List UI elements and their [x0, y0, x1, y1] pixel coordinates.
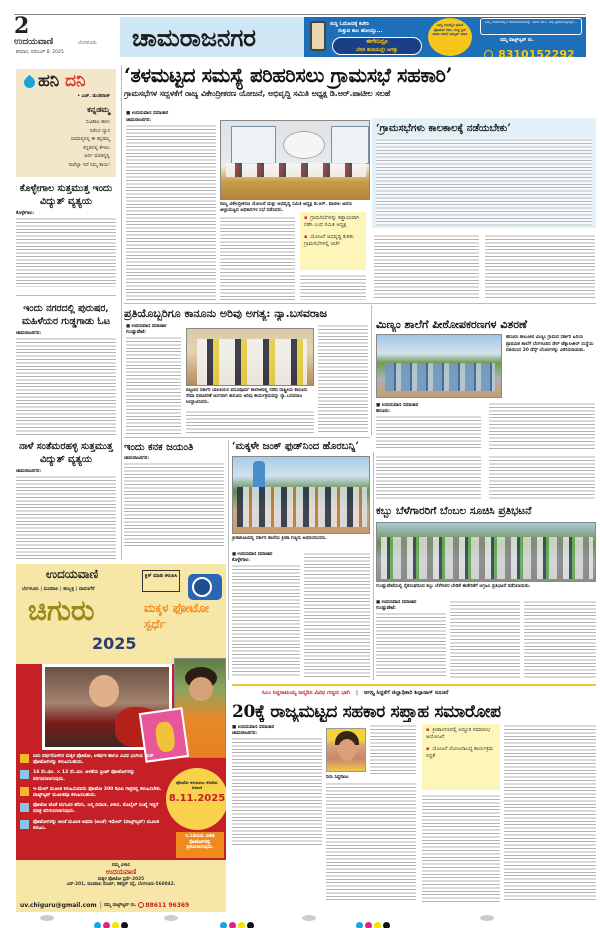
screen — [231, 126, 276, 164]
article-body — [126, 124, 216, 300]
lead-photo-caption: ರಾಜ್ಯ ವಿಕೇಂದ್ರೀಕರಣ ಯೋಜನೆ ಮತ್ತು ಅಭಿವೃದ್ಧಿ ಸಮಿತಿ ಅಧ್ಯಕ್ಷ ಡಿ.ಆರ್. ಪಾಟೀಲ ಅವರು ಜಿಲ್ಲಾಮಟ್ಟದ ಅಧಿಕಾರಿಗಳ ಸಭೆ ನಡೆಸಿದರು. — [220, 202, 353, 213]
article-dateline: ಗುಂಡ್ಲುಪೇಟೆ: — [126, 330, 146, 335]
contest-phone: 88611 96369 — [145, 901, 190, 909]
protest-photo-caption: ಗುಂಡ್ಲುಪೇಟೆಯಲ್ಲಿ ರೈತಸಂಘದಿಂದ ಕಬ್ಬು ಬೆಳೆಗಾರರ ಬೇಡಿಕೆ ಈಡೇರಿಕೆಗೆ ಆಗ್ರಹಿಸಿ ಪ್ರತಿಭಟನೆ ನಡೆಸಲಾಯಿತು. — [376, 584, 531, 589]
whatsapp-icon — [484, 50, 493, 57]
registration-oval — [302, 915, 316, 921]
screen — [331, 126, 369, 164]
portrait-photo — [326, 728, 366, 772]
article-byline: ■ ಉದಯವಾಣಿ ಸಮಾಚಾರ — [232, 725, 275, 730]
junk-photo-caption: ಕ್ರೀಡಾಕೂಟದಲ್ಲಿ ಸರ್ಕಾರಿ ಶಾಲೆಯ ಕ್ರೀಡಾ ಗಣ್ಯರು ಅಭಿನಂದಿಸಿದರು. — [232, 536, 327, 541]
color-dots — [220, 914, 256, 928]
article-body — [232, 564, 300, 676]
desks-row — [385, 363, 495, 391]
masthead — [14, 14, 586, 56]
article-body — [126, 336, 181, 434]
portrait-face — [338, 739, 356, 761]
contest-brand: ಉದಯವಾಣಿ — [46, 567, 99, 581]
article-headline: ಇಂದು ಕನಕ ಜಯಂತಿ — [124, 442, 194, 453]
divider — [124, 437, 370, 438]
column-rule — [373, 452, 374, 680]
ad-phone-row — [484, 44, 575, 57]
article-body — [232, 737, 322, 847]
protest-headline: ಕಬ್ಬು ಬೆಳೆಗಾರರಿಗೆ ಬೆಂಬಲ ಸೂಚಿಸಿ ಪ್ರತಿಭಟನೆ — [376, 505, 532, 517]
article-body — [300, 274, 366, 300]
article-byline: ■ ಉದಯವಾಣಿ ಸಮಾಚಾರ — [126, 111, 169, 116]
address-line: ಎನ್-201, ಮಣಿಪಾಲ ಸೆಂಟರ್, ಡಿಕನ್ಸನ್ ರಸ್ತೆ, ಬೆಂಗಳೂರು-560042. — [66, 882, 176, 887]
law-headline: ಪ್ರತಿಯೊಬ್ಬರಿಗೂ ಕಾನೂನು ಅರಿವು ಅಗತ್ಯ: ನ್ಯಾ.ಬಸವರಾಜ — [124, 307, 328, 320]
rule-item: ಐದು ವರ್ಷದೊಳಗಿನ ಮಕ್ಕಳ ಫೋಟೋ, ಆಕರ್ಷಕ ಹಾಗೂ ವಿವಿಧ ಭಂಗಿಯ ಕಲರ್ ಫೋಟೋಗಳನ್ನು ಕಳುಹಿಸಬಹುದು. — [20, 754, 168, 766]
poem-line: ಕನ್ನಡದಲ್ಲಿ ಕೇಳಲು — [83, 145, 110, 151]
people-row — [237, 487, 367, 527]
phone-in-hand-icon — [310, 21, 326, 51]
registration-oval — [480, 915, 494, 921]
article-headline: ಕೊಳ್ಳೇಗಾಲ ಸುತ್ತಮುತ್ತ ಇಂದು ವಿದ್ಯುತ್ ವ್ಯತ್ಯಯ — [19, 183, 113, 207]
ad-pill — [332, 37, 422, 55]
poem-line: ಸುವಿಶಾಲ ಹಾಳು — [85, 120, 110, 125]
contest-contact-row — [16, 898, 226, 912]
result-note-box — [176, 832, 224, 858]
ad-right-text: ನಿಮ್ಮ ಊರುಗಳಲ್ಲಿನ ಆಗುಹೋಗುಗಳನ್ನು ನಮಗೆ ತಿಳಿಸಿ. ಅವು ಪ್ರಕಟಗೊಳ್ಳುತ್ತವೆ... — [484, 20, 578, 24]
column-rule — [371, 305, 372, 435]
teaser-right[interactable]: ಆಗಸ್ತ್ಯ ಸಿದ್ದತೆಗೆ ಜಿಲ್ಲಾಧಿಕಾರಿ ಶಿಲ್ಪಾನಾಗ್ ಸೂಚನೆ — [363, 689, 449, 696]
paper-name: ಉದಯವಾಣಿ — [14, 37, 54, 47]
rule-icon — [20, 820, 29, 829]
law-column-1 — [126, 324, 181, 434]
cooperative-headline: 20ಕ್ಕೆ ರಾಜ್ಯಮಟ್ಟದ ಸಹಕಾರ ಸಪ್ತಾಹ ಸಮಾರೋಪ — [232, 702, 501, 722]
article-dateline: ಹನೂರು: — [376, 409, 391, 414]
junk-photo — [232, 456, 370, 534]
click-send-box — [142, 570, 180, 592]
article-body — [326, 782, 416, 902]
section-title-banner — [120, 17, 316, 57]
edition-city: ಬೆಂಗಳೂರು — [78, 40, 97, 46]
sidebar-headline: ‘ಗ್ರಾಮಸಭೆಗಳು ಕಾಲಕಾಲಕ್ಕೆ ನಡೆಯಬೇಕು’ — [376, 123, 511, 134]
rule-item: ಫೋಟೋಗಳನ್ನು ಅಂಚೆ ಮೂಲಕ ಅಥವಾ (ಅಂಚೆ) ಇಮೇಲ್ (ವಾಟ್ಸ್ಆ್ಯಪ್) ಮೂಲಕ ಕಳುಹಿಸಿ. — [20, 820, 168, 832]
address-brand: ಉದಯವಾಣಿ — [105, 868, 137, 876]
school-headline: ಮಿಣ್ಯಂ ಶಾಲೆಗೆ ಪೀಠೋಪಕರಣಗಳ ವಿತರಣೆ — [376, 318, 528, 331]
ad-circle — [428, 18, 472, 56]
lead-column-1 — [126, 110, 216, 300]
article-body — [186, 410, 314, 434]
rule-item: ಫೋಟೋ ಜೊತೆ ಮಗುವಿನ ಹೆಸರು, ಜನ್ಮ ದಿನಾಂಕ, ವಿಳಾಸ, ಮೊಬೈಲ್ ಸಂಖ್ಯೆ ಇದ್ದರೆ ಮಾತ್ರ ಪರಿಗಣಿಸಲಾಗುವುದು. — [20, 803, 168, 815]
print-registration-marks — [40, 914, 600, 924]
honey-logo — [38, 71, 86, 91]
people-row — [197, 339, 307, 386]
address-contest: ಮಕ್ಕಳ ಫೋಟೋ ಸ್ಪರ್ಧೆ-2025 — [97, 877, 145, 882]
article-dateline: ಚಾಮರಾಜನಗರ: — [126, 118, 152, 123]
article-body — [376, 415, 481, 449]
deadline-date: 8.11.2025 — [168, 792, 226, 804]
poem-body — [69, 119, 110, 171]
article-body — [374, 234, 479, 300]
article-body — [504, 724, 596, 902]
article-body — [489, 402, 595, 450]
article-body — [422, 794, 500, 902]
sidebar-body — [376, 138, 592, 226]
article-body — [524, 600, 596, 678]
ad-phone-number: 8310152292 — [498, 48, 575, 57]
result-note: ನ.14ರಂದು ವಿಜೇತ ಫೋಟೋಗಳನ್ನು ಪ್ರಕಟಿಸಲಾಗುವುದು. — [185, 834, 215, 851]
article-dateline: ಕೊಳ್ಳೇಗಾಲ: — [16, 211, 35, 216]
banner — [283, 131, 325, 159]
article-body — [318, 324, 368, 434]
rule-icon — [20, 770, 29, 779]
ad-line-2: ಸುತ್ತುವ ಕಾಲ ಹೋಯ್ತು... — [338, 28, 383, 34]
article-left-1 — [16, 182, 116, 290]
article-dateline: ಕೊಳ್ಳೇಗಾಲ: — [232, 558, 251, 563]
school-side-caption: ಹನೂರು ತಾಲೂಕಿನ ಮಿಣ್ಯಂ ಗ್ರಾಮದ ಸರ್ಕಾರಿ ಹಿರಿಯ ಪ್ರಾಥಮಿಕ ಶಾಲೆಗೆ ಬೆಂಗಳೂರಿನ ಡೆಲ್ ಟೆಕ್ನಾಲಜೀಸ್ ಸಂಸ್ಥೆಯ ವತಿಯಿಂದ 30 ಡೆಸ್ಕ್ ಬೆಂಚುಗಳನ್ನು ವಿತರಿಸಲಾಯಿತು. — [506, 335, 594, 353]
poem-line: ಸಾಮಾನ್ಯರಲ್ಲಿ ಈ ಕನ್ನಡಮ್ಮ — [70, 137, 110, 143]
color-dots — [94, 914, 130, 928]
ad-right-box — [480, 18, 582, 35]
article-byline: ■ ಉದಯವಾಣಿ ಸಮಾಚಾರ — [376, 403, 419, 408]
people-row — [381, 537, 593, 579]
rule-icon — [20, 803, 29, 812]
ad-line-3: ಈಗೇನಿದ್ರೂ — [366, 38, 388, 45]
bullet-item: ▪ ಯೋಜನೆ ಯೋಜನಾಬದ್ಧ ಕಾರ್ಯಕ್ರಮ ಸಿದ್ದತೆ — [426, 746, 494, 759]
lead-subhead: ಗ್ರಾಮಸಭೆಗಳ ಸದ್ಬಳಕೆಗೆ ರಾಜ್ಯ ವಿಕೇಂದ್ರೀಕರಣ ಯೋಜನೆ, ಅಭಿವೃದ್ಧಿ ಸಮಿತಿ ಅಧ್ಯಕ್ಷ ಡಿ.ಆರ್.ಪಾಟೀಲ ಸಲಹೆ — [124, 89, 391, 98]
lead-headline: ‘ತಳಮಟ್ಟದ ಸಮಸ್ಯೆ ಪರಿಹರಿಸಲು ಗ್ರಾಮಸಭೆ ಸಹಕಾರಿ’ — [124, 64, 453, 87]
whatsapp-icon — [138, 902, 144, 908]
contest-editions: ಬೆಂಗಳೂರು | ಮಣಿಪಾಲ | ಹುಬ್ಬಳ್ಳಿ | ದಾವಣಗೆರೆ — [22, 587, 95, 592]
section-title: ಚಾಮರಾಜನಗರ — [132, 23, 257, 52]
article-body — [489, 455, 595, 501]
article-body — [370, 724, 416, 774]
registration-oval — [164, 915, 178, 921]
cooperative-bullet-box — [422, 724, 500, 790]
article-left-2 — [16, 302, 116, 442]
article-body — [16, 475, 116, 561]
poem-line: ನಾವೆಲ್ಲಾ ಇದೆ ನಮ್ಮ ತಾಯಿ! — [68, 162, 110, 168]
divider — [124, 303, 596, 304]
article-body — [16, 217, 116, 287]
article-dateline: ಗುಂಡ್ಲುಪೇಟೆ: — [376, 606, 396, 611]
bullet-item: ▪ ಯೋಜನೆ ಅಭಿವೃದ್ಧಿ ಕುರಿತು ಗ್ರಾಮಸಭೆಗಳಲ್ಲಿ ಚರ್ಚೆ — [304, 234, 354, 247]
teaser-strip — [232, 684, 596, 700]
rule-item: 16 ಸೆಂ.ಮೀ. × 12 ಸೆಂ.ಮೀ. ಅಳತೆಯ ಪ್ರಿಂಟ್ ಫೋಟೋಗಳನ್ನು ಪರಿಗಣಿಸಲಾಗುವುದು. — [20, 770, 168, 782]
deadline-circle — [166, 768, 226, 830]
child-face — [89, 675, 119, 707]
article-left-3 — [16, 440, 116, 565]
contest-email[interactable]: uv.chiguru@gmail.com — [20, 901, 97, 909]
contest-year: 2025 — [92, 634, 137, 653]
camera-icon — [188, 574, 222, 600]
lead-photo-meeting — [220, 120, 370, 200]
article-dateline: ಚಾಮರಾಜನಗರ: — [16, 331, 42, 336]
honey-logo-left: ಹನಿ — [38, 71, 60, 91]
kanaka-article — [124, 441, 224, 549]
water-drop-icon — [22, 75, 38, 91]
article-dateline: ಚಾಮರಾಜನಗರ: — [232, 731, 258, 736]
bullet-item: ▪ ಕ್ರೀಡಾಂಗಣದಲ್ಲಿ ಅದ್ದೂರಿ ಸಮಾರಂಭ ಆಯೋಜನೆ — [426, 727, 491, 740]
lead-bullet-box — [300, 212, 366, 270]
click-send-label: ಕ್ಲಿಕ್ ಮಾಡಿ ಕಳುಹಿಸಿ — [144, 573, 178, 579]
article-byline: ■ ಉದಯವಾಣಿ ಸಮಾಚಾರ — [126, 324, 167, 329]
portrait-caption: ನಿರಂ ಸಿದ್ದರಾಜು — [326, 775, 349, 780]
page-number: 2 — [14, 13, 30, 39]
teaser-separator: | — [355, 690, 358, 696]
article-body — [376, 455, 481, 501]
cooperative-column-1 — [232, 724, 322, 904]
contest-name: ಮಕ್ಕಳ ಫೋಟೋ ಸ್ಪರ್ಧೆ — [144, 601, 209, 631]
contest-rules — [20, 754, 168, 832]
article-headline: ನಾಳೆ ಸಂತೆಮರಹಳ್ಳಿ ಸುತ್ತಮುತ್ತ ವಿದ್ಯುತ್ ವ್ಯತ್ಯಯ — [19, 441, 113, 465]
people-row — [226, 163, 366, 177]
honey-logo-right: ದನಿ — [65, 71, 86, 91]
rule-icon — [20, 754, 29, 763]
law-photo-caption: ಪಟ್ಟಣದ ಸರ್ಕಾರಿ ಬಾಲಕಿಯರ ಪದವಿಪೂರ್ವ ಕಾಲೇಜಿನಲ್ಲಿ ನಡೆದ ರಾಷ್ಟ್ರೀಯ ಕಾನೂನು ಸೇವಾ ದಿನಾಚರಣೆ ಅಂಗವಾಗಿ ಕಾನೂನು ಅರಿವು ಕಾರ್ಯಕ್ರಮವನ್ನು ನ್ಯಾ.ಬಸವರಾಜ ಉದ್ಘಾಟಿಸಿದರು. — [186, 388, 308, 405]
deadline-label: ಫೋಟೋ ಕಳುಹಿಸಲು ಕೊನೆಯ ದಿನಾಂಕ — [176, 780, 218, 791]
protest-column-1 — [376, 600, 446, 678]
ad-circle-text: ನಿಮ್ಮ ಊರಲ್ಲಿನ ಘಟನೆ ಫೋಟೋ ಕಳಿಸಿ. ಸುದ್ದಿ ಕ್ಲಿಕ್ ಮಾಡಿ ನಮಗೆ ವಾಟ್ಸಪ್ ಮಾಡಿ — [432, 23, 468, 37]
address-label: ನಮ್ಮ ವಿಳಾಸ — [111, 863, 131, 868]
contest-whatsapp-label: ನಮ್ಮ ವಾಟ್ಸ್ಆ್ಯಪ್ ನಂ. — [103, 902, 137, 908]
poem-line: ಅರ್ಥ ಮಾಡಿದ್ದಲ್ಲಿ — [84, 154, 110, 160]
school-photo — [376, 334, 502, 398]
article-dateline: ಚಾಮರಾಜನಗರ: — [16, 469, 42, 474]
child-face — [189, 677, 213, 701]
sidebar-box — [372, 118, 596, 228]
contest-ad — [16, 564, 226, 898]
law-photo — [186, 328, 314, 386]
article-body — [124, 462, 224, 546]
article-body — [485, 234, 595, 300]
junk-headline: ‘ಮಕ್ಕಳೇ ಜಂಕ್ ಫುಡ್‌ನಿಂದ ಹೊರಬನ್ನಿ’ — [232, 441, 359, 452]
article-dateline: ಚಾಮರಾಜನಗರ: — [124, 456, 150, 461]
bullet-item: ▪ ಗ್ರಾಮಸಭೆಗಳನ್ನು ಕಡ್ಡಾಯವಾಗಿ ನಡೆಸಿ ಎಂದ ಸಮಿತಿ ಅಧ್ಯಕ್ಷ — [304, 215, 359, 228]
ad-line-1: ಸುದ್ದಿ ಓದೋದಕ್ಕೆ ಕಚೇರಿ — [330, 21, 369, 27]
poem-title: ಕನ್ನಡಮ್ಮ — [87, 105, 110, 114]
contact-separator: | — [99, 901, 102, 909]
article-body — [16, 337, 116, 437]
school-column-1 — [376, 402, 481, 450]
article-body — [376, 612, 446, 676]
issue-date: ಶನಿವಾರ, ನವೆಂಬರ್ 8, 2025 — [16, 50, 64, 55]
article-byline: ■ ಉದಯವಾಣಿ ಸಮಾಚಾರ — [232, 552, 273, 557]
article-body — [304, 552, 370, 678]
column-rule — [121, 65, 122, 560]
column-rule — [228, 440, 229, 680]
rule-item: ಇ-ಮೇಲ್ ಮೂಲಕ ಕಳುಹಿಸುವವರು ಫೋಟೋ 300 ಡಿಪಿಐ ಗಾತ್ರದಲ್ಲಿ ಕಳುಹಿಸಬೇಕು. ವಾಟ್ಸ್ಆ್ಯಪ್ ಮೂಲಕವೂ ಕಳುಹಿಸಬಹುದು. — [20, 787, 168, 799]
honey-dani-box — [16, 69, 116, 177]
camera-lens — [192, 577, 212, 597]
rule-icon — [20, 787, 29, 796]
poem-line: ನಡೆಸಿದ ದ್ವಾರ — [89, 128, 110, 134]
contest-title: ಚಿಗುರು — [28, 594, 95, 627]
registration-oval — [40, 915, 54, 921]
whatsapp-ad — [304, 17, 586, 57]
article-headline: ಇಂದು ನಗರದಲ್ಲಿ ಪುರುಷರ, ಮಹಿಳೆಯರ ಗುಡ್ಡಗಾಡು ಓಟ — [21, 303, 111, 327]
protest-photo — [376, 522, 596, 582]
child-figure — [154, 721, 176, 753]
color-dots — [356, 914, 392, 928]
article-byline: ■ ಉದಯವಾಣಿ ಸಮಾಚಾರ — [376, 600, 417, 605]
article-body — [450, 600, 520, 678]
junk-column-1 — [232, 552, 300, 678]
teaser-left[interactable]: ಸಿಎಂ ಸಿದ್ದರಾಮಯ್ಯ ಜನ್ಮದಿನ ವಿವಿಧ ಗಣ್ಯರು ಭಾಗಿ — [262, 689, 350, 696]
ad-whatsapp-label: ನಮ್ಮ ವಾಟ್ಸ್ಆ್ಯಪ್ ನಂ. — [500, 38, 534, 43]
ad-line-4: ಬೆರಳ ತುದಿಯಲ್ಲೇ ಜಗತ್ತು — [356, 47, 398, 53]
article-body — [220, 216, 295, 300]
contest-address — [16, 860, 226, 898]
divider — [16, 295, 116, 296]
honey-author: • ಎಚ್. ಡುಂಡಿರಾಜ್ — [77, 94, 110, 99]
